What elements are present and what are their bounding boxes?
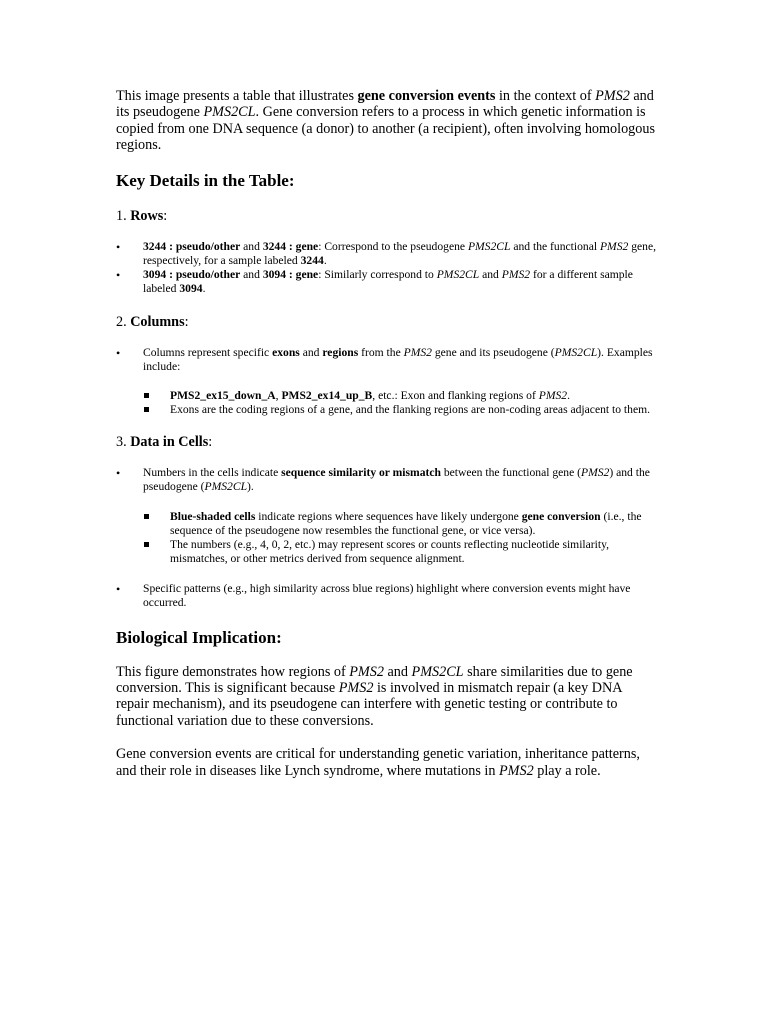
- item-text: (i.e., the sequence of the pseudogene now resembles the functional gene, or vice versa).: [170, 509, 642, 537]
- item-text: gene and its pseudogene (: [431, 345, 555, 359]
- gene-name: PMS2: [599, 239, 629, 253]
- sublist-item: [116, 510, 656, 538]
- paragraph-text: and: [383, 663, 412, 680]
- document-page: [116, 88, 656, 779]
- columns-sublist: [116, 389, 656, 417]
- list-item: [116, 466, 656, 494]
- item-text: from the: [358, 345, 404, 359]
- item-text: and: [479, 267, 502, 281]
- region-name: PMS2_ex14_up_B: [281, 388, 373, 402]
- bold-term: sequence similarity or mismatch: [281, 465, 441, 479]
- item-text: and: [299, 345, 323, 359]
- pseudogene-name: PMS2CL: [436, 267, 480, 281]
- sublist-item: [116, 403, 656, 417]
- intro-text: This image presents a table that illustrates: [116, 88, 358, 104]
- section-colon: :: [184, 313, 189, 330]
- item-text: .: [567, 388, 570, 402]
- row-label: 3244 : gene: [262, 239, 319, 253]
- cells-sublist: [116, 510, 656, 566]
- pseudogene-name: PMS2CL: [203, 104, 256, 121]
- intro-text: in the context of: [495, 88, 596, 104]
- paragraph-text: share similarities due to gene conversion. This is significant because: [116, 663, 633, 697]
- item-text: .: [323, 253, 327, 267]
- biological-implication-heading: Biological Implication:: [116, 627, 282, 647]
- region-name: PMS2_ex15_down_A: [170, 388, 276, 402]
- section-title: Columns: [130, 313, 185, 330]
- pseudogene-name: PMS2CL: [467, 239, 511, 253]
- item-text: between the functional gene (: [440, 465, 581, 479]
- rows-list: [116, 240, 656, 296]
- item-text: and: [240, 239, 263, 253]
- bio-paragraph-1: [116, 664, 656, 730]
- intro-text: and its pseudogene: [116, 88, 654, 121]
- bold-term: exons: [272, 345, 300, 359]
- pseudogene-name: PMS2CL: [411, 663, 464, 680]
- item-text: indicate regions where sequences have likely undergone: [255, 509, 522, 523]
- cells-section-label: [116, 434, 656, 450]
- gene-name: PMS2: [580, 465, 610, 479]
- list-item: [116, 346, 656, 374]
- gene-name: PMS2: [498, 762, 534, 779]
- paragraph-text: This figure demonstrates how regions of: [116, 663, 350, 680]
- item-text: : Similarly correspond to: [318, 267, 437, 281]
- item-text: : Correspond to the pseudogene: [318, 239, 468, 253]
- item-text: ) and the pseudogene (: [143, 465, 650, 493]
- intro-bold-term: gene conversion events: [357, 88, 496, 104]
- columns-list: [116, 346, 656, 374]
- section-title: Data in Cells: [130, 433, 209, 450]
- sublist-item: [116, 389, 656, 403]
- cells-list-2: [116, 582, 656, 610]
- pseudogene-name: PMS2CL: [204, 479, 248, 493]
- item-text: gene, respectively, for a sample labeled: [143, 239, 656, 267]
- bold-term: Blue-shaded cells: [170, 509, 256, 523]
- item-text: Exons are the coding regions of a gene, and the flanking regions are non-coding areas adjacent to them.: [170, 402, 651, 416]
- intro-text: . Gene conversion refers to a process in which genetic information is copied from one DNA sequence (a donor) to another (a recipient), often involving homologous regions.: [116, 104, 655, 154]
- sample-label: 3094: [179, 281, 203, 295]
- row-label: 3094 : pseudo/other: [143, 267, 241, 281]
- item-text: ). Examples include:: [143, 345, 653, 373]
- item-text: The numbers (e.g., 4, 0, 2, etc.) may represent scores or counts reflecting nucleotide similarity, mismatches, or other metrics derived from sequence alignment.: [170, 537, 610, 565]
- item-text: Columns represent specific: [143, 345, 273, 359]
- gene-name: PMS2: [595, 88, 630, 104]
- section-colon: :: [208, 433, 213, 450]
- section-number: 1.: [116, 207, 131, 224]
- row-label: 3244 : pseudo/other: [143, 239, 241, 253]
- item-text: ).: [247, 479, 254, 493]
- cells-list: [116, 466, 656, 494]
- paragraph-text: is involved in mismatch repair (a key DNA repair mechanism), and its pseudogene can interfere with genetic testing or contribute to functional variation due to these conversions.: [116, 680, 622, 729]
- pseudogene-name: PMS2CL: [554, 345, 598, 359]
- section-number: 3.: [116, 433, 131, 450]
- section-colon: :: [163, 207, 168, 224]
- bold-term: gene conversion: [521, 509, 601, 523]
- list-item: [116, 268, 656, 296]
- gene-name: PMS2: [501, 267, 531, 281]
- item-text: and the functional: [510, 239, 600, 253]
- key-details-heading: Key Details in the Table:: [116, 170, 295, 190]
- paragraph-text: Gene conversion events are critical for understanding genetic variation, inheritance patterns, and their role in diseases like Lynch syndrome, where mutations in: [116, 746, 640, 779]
- item-text: Specific patterns (e.g., high similarity across blue regions) highlight where conversion events might have occurred.: [143, 581, 631, 609]
- item-text: for a different sample labeled: [143, 267, 633, 295]
- section-number: 2.: [116, 313, 131, 330]
- item-text: Numbers in the cells indicate: [143, 465, 282, 479]
- rows-section-label: [116, 208, 656, 224]
- gene-name: PMS2: [349, 663, 384, 680]
- gene-name: PMS2: [538, 388, 568, 402]
- section-title: Rows: [130, 207, 164, 224]
- bio-paragraph-2: [116, 746, 656, 779]
- item-text: .: [202, 281, 206, 295]
- list-item: [116, 240, 656, 268]
- list-item: [116, 582, 656, 610]
- item-text: , etc.: Exon and flanking regions of: [372, 388, 539, 402]
- gene-name: PMS2: [403, 345, 432, 359]
- paragraph-text: play a role.: [533, 762, 601, 779]
- bold-term: regions: [322, 345, 359, 359]
- sublist-item: [116, 538, 656, 566]
- row-label: 3094 : gene: [262, 267, 319, 281]
- columns-section-label: [116, 314, 656, 330]
- item-text: ,: [275, 388, 282, 402]
- item-text: and: [240, 267, 263, 281]
- intro-paragraph: [116, 88, 656, 154]
- gene-name: PMS2: [338, 680, 374, 697]
- sample-label: 3244: [300, 253, 324, 267]
